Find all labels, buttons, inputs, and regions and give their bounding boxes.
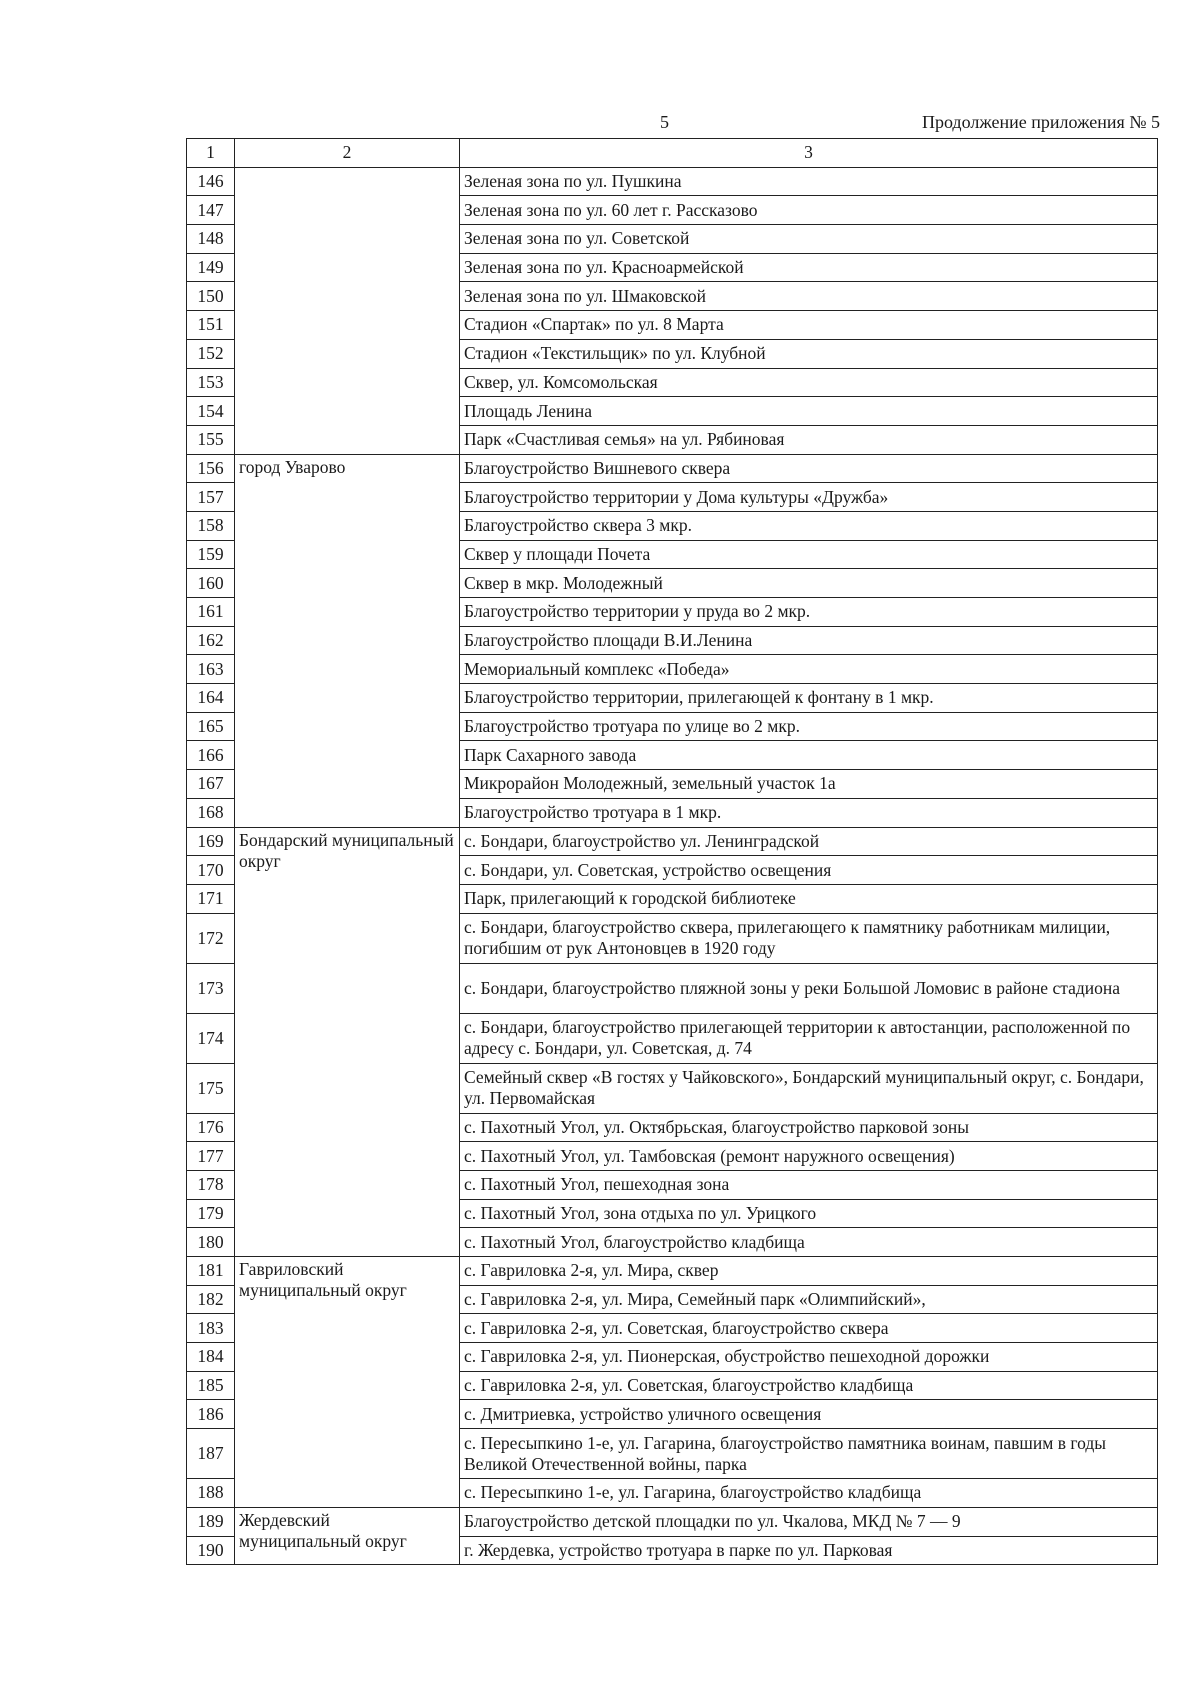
row-number: 190 <box>187 1536 235 1565</box>
row-number: 178 <box>187 1170 235 1199</box>
column-header: 1 <box>187 139 235 168</box>
row-number: 146 <box>187 167 235 196</box>
object-description: Сквер в мкр. Молодежный <box>460 569 1158 598</box>
row-number: 155 <box>187 425 235 454</box>
column-header: 3 <box>460 139 1158 168</box>
row-number: 160 <box>187 569 235 598</box>
row-number: 174 <box>187 1013 235 1063</box>
object-description: г. Жердевка, устройство тротуара в парке по ул. Парковая <box>460 1536 1158 1565</box>
object-description: Стадион «Текстильщик» по ул. Клубной <box>460 339 1158 368</box>
row-number: 162 <box>187 626 235 655</box>
column-header-row <box>187 139 1158 168</box>
row-number: 176 <box>187 1113 235 1142</box>
object-description: Благоустройство территории у пруда во 2 мкр. <box>460 598 1158 627</box>
object-description: Парк «Счастливая семья» на ул. Рябиновая <box>460 425 1158 454</box>
object-description: Зеленая зона по ул. Пушкина <box>460 167 1158 196</box>
district-name: Бондарский муниципальный округ <box>235 827 460 1257</box>
row-number: 187 <box>187 1429 235 1479</box>
row-number: 148 <box>187 225 235 254</box>
object-description: с. Пахотный Угол, ул. Октябрьская, благоустройство парковой зоны <box>460 1113 1158 1142</box>
object-description: с. Бондари, благоустройство ул. Ленинградской <box>460 827 1158 856</box>
table-row <box>187 167 1158 196</box>
object-description: Благоустройство тротуара в 1 мкр. <box>460 798 1158 827</box>
row-number: 184 <box>187 1343 235 1372</box>
object-description: с. Гавриловка 2-я, ул. Советская, благоустройство кладбища <box>460 1371 1158 1400</box>
row-number: 177 <box>187 1142 235 1171</box>
object-description: с. Бондари, благоустройство сквера, прилегающего к памятнику работникам милиции, погибшим от рук Антоновцев в 1920 году <box>460 913 1158 963</box>
row-number: 188 <box>187 1479 235 1508</box>
object-description: с. Бондари, благоустройство пляжной зоны у реки Большой Ломовис в районе стадиона <box>460 963 1158 1013</box>
row-number: 147 <box>187 196 235 225</box>
row-number: 181 <box>187 1257 235 1286</box>
object-description: Зеленая зона по ул. 60 лет г. Рассказово <box>460 196 1158 225</box>
object-description: с. Бондари, благоустройство прилегающей территории к автостанции, расположенной по адресу с. Бондари, ул. Советская, д. 74 <box>460 1013 1158 1063</box>
row-number: 157 <box>187 483 235 512</box>
object-description: с. Пересыпкино 1-е, ул. Гагарина, благоустройство кладбища <box>460 1479 1158 1508</box>
table-row <box>187 1507 1158 1536</box>
object-description: Сквер у площади Почета <box>460 540 1158 569</box>
row-number: 154 <box>187 397 235 426</box>
object-description: Микрорайон Молодежный, земельный участок 1а <box>460 770 1158 799</box>
row-number: 168 <box>187 798 235 827</box>
table-body <box>187 167 1158 1565</box>
object-description: с. Пахотный Угол, ул. Тамбовская (ремонт наружного освещения) <box>460 1142 1158 1171</box>
object-description: Площадь Ленина <box>460 397 1158 426</box>
registry-table <box>186 138 1158 1565</box>
object-description: Благоустройство детской площадки по ул. Чкалова, МКД № 7 — 9 <box>460 1507 1158 1536</box>
row-number: 173 <box>187 963 235 1013</box>
object-description: Парк, прилегающий к городской библиотеке <box>460 884 1158 913</box>
object-description: с. Гавриловка 2-я, ул. Пионерская, обустройство пешеходной дорожки <box>460 1343 1158 1372</box>
district-name: Жердевский муниципальный округ <box>235 1507 460 1564</box>
table-row <box>187 454 1158 483</box>
object-description: Благоустройство тротуара по улице во 2 мкр. <box>460 712 1158 741</box>
district-name: город Уварово <box>235 454 460 827</box>
object-description: с. Гавриловка 2-я, ул. Советская, благоустройство сквера <box>460 1314 1158 1343</box>
object-description: Парк Сахарного завода <box>460 741 1158 770</box>
row-number: 185 <box>187 1371 235 1400</box>
object-description: Зеленая зона по ул. Шмаковской <box>460 282 1158 311</box>
row-number: 170 <box>187 856 235 885</box>
object-description: с. Гавриловка 2-я, ул. Мира, Семейный парк «Олимпийский», <box>460 1285 1158 1314</box>
row-number: 153 <box>187 368 235 397</box>
row-number: 159 <box>187 540 235 569</box>
row-number: 163 <box>187 655 235 684</box>
district-name: Гавриловский муниципальный округ <box>235 1257 460 1508</box>
object-description: с. Пахотный Угол, благоустройство кладбища <box>460 1228 1158 1257</box>
object-description: с. Пахотный Угол, пешеходная зона <box>460 1170 1158 1199</box>
row-number: 183 <box>187 1314 235 1343</box>
row-number: 182 <box>187 1285 235 1314</box>
row-number: 150 <box>187 282 235 311</box>
object-description: Благоустройство сквера 3 мкр. <box>460 511 1158 540</box>
object-description: Благоустройство площади В.И.Ленина <box>460 626 1158 655</box>
row-number: 172 <box>187 913 235 963</box>
page-number: 5 <box>660 112 669 132</box>
row-number: 164 <box>187 684 235 713</box>
row-number: 189 <box>187 1507 235 1536</box>
row-number: 156 <box>187 454 235 483</box>
object-description: Сквер, ул. Комсомольская <box>460 368 1158 397</box>
object-description: Благоустройство Вишневого сквера <box>460 454 1158 483</box>
table-row <box>187 1257 1158 1286</box>
object-description: Зеленая зона по ул. Советской <box>460 225 1158 254</box>
row-number: 151 <box>187 311 235 340</box>
row-number: 165 <box>187 712 235 741</box>
object-description: Зеленая зона по ул. Красноармейской <box>460 253 1158 282</box>
row-number: 152 <box>187 339 235 368</box>
object-description: с. Пахотный Угол, зона отдыха по ул. Урицкого <box>460 1199 1158 1228</box>
object-description: Стадион «Спартак» по ул. 8 Марта <box>460 311 1158 340</box>
row-number: 175 <box>187 1063 235 1113</box>
object-description: с. Бондари, ул. Советская, устройство освещения <box>460 856 1158 885</box>
object-description: с. Дмитриевка, устройство уличного освещения <box>460 1400 1158 1429</box>
row-number: 169 <box>187 827 235 856</box>
row-number: 171 <box>187 884 235 913</box>
row-number: 149 <box>187 253 235 282</box>
row-number: 158 <box>187 511 235 540</box>
row-number: 180 <box>187 1228 235 1257</box>
column-header: 2 <box>235 139 460 168</box>
row-number: 186 <box>187 1400 235 1429</box>
row-number: 161 <box>187 598 235 627</box>
object-description: Благоустройство территории, прилегающей к фонтану в 1 мкр. <box>460 684 1158 713</box>
continuation-note: Продолжение приложения № 5 <box>921 112 1160 132</box>
object-description: Благоустройство территории у Дома культуры «Дружба» <box>460 483 1158 512</box>
row-number: 166 <box>187 741 235 770</box>
object-description: Мемориальный комплекс «Победа» <box>460 655 1158 684</box>
district-name <box>235 167 460 454</box>
object-description: Семейный сквер «В гостях у Чайковского», Бондарский муниципальный округ, с. Бондари, ул. Первомайская <box>460 1063 1158 1113</box>
row-number: 167 <box>187 770 235 799</box>
row-number: 179 <box>187 1199 235 1228</box>
object-description: с. Гавриловка 2-я, ул. Мира, сквер <box>460 1257 1158 1286</box>
object-description: с. Пересыпкино 1-е, ул. Гагарина, благоустройство памятника воинам, павшим в годы Великой Отечественной войны, парка <box>460 1429 1158 1479</box>
table-row <box>187 827 1158 856</box>
